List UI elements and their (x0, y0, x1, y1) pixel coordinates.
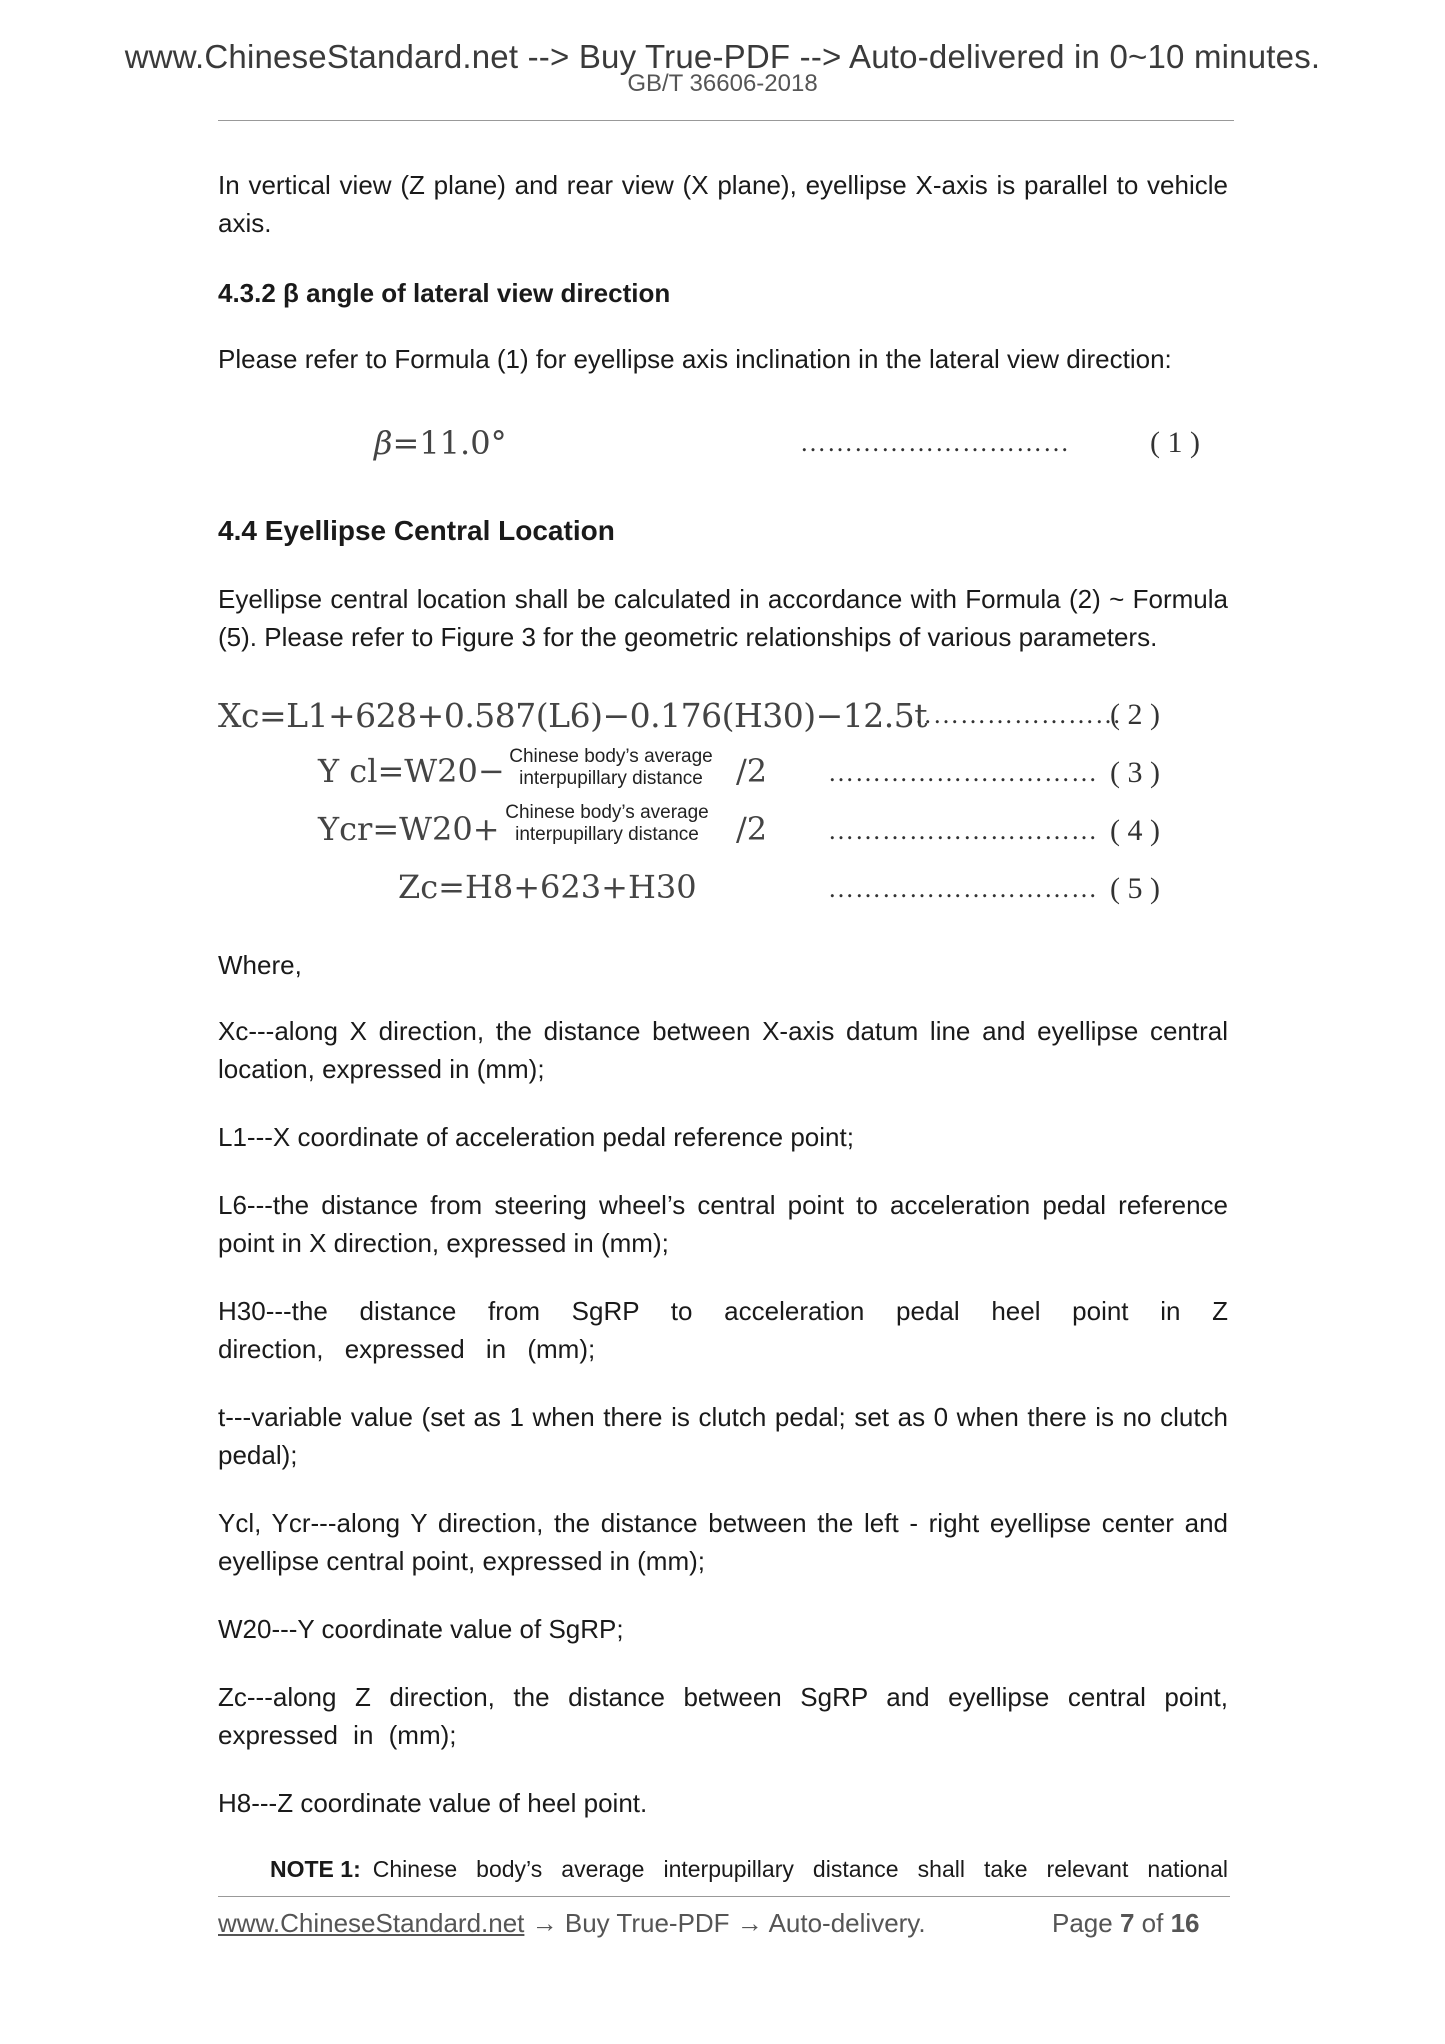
formula-1-leader: ………………………… (800, 428, 1070, 457)
formula-3-annotation-line1: Chinese body’s average (509, 746, 713, 767)
definition-xc: Xc---along X direction, the distance between X-axis datum line and eyellipse central location, expressed in (mm); (218, 1016, 1228, 1084)
note-1 (270, 1850, 1228, 1888)
formula-3-divisor: /2 (736, 752, 768, 790)
note-1-body: Chinese body’s average interpupillary distance shall take relevant national (372, 1856, 1228, 1882)
formula-4-leader: ………………………… (828, 816, 1098, 845)
footer-page-word: Page (1052, 1908, 1113, 1938)
footer-page-total: 16 (1170, 1908, 1200, 1938)
footer-left (218, 1908, 926, 1939)
paragraph-xaxis: In vertical view (Z plane) and rear view (X plane), eyellipse X-axis is parallel to vehicle axis. (218, 170, 1228, 238)
footer-of-word: of (1141, 1908, 1164, 1938)
definition-w20: W20---Y coordinate value of SgRP; (218, 1614, 624, 1644)
formula-1 (374, 424, 507, 462)
footer-site-link[interactable]: www.ChineseStandard.net (218, 1908, 525, 1938)
definition-l6: L6---the distance from steering wheel’s central point to acceleration pedal reference point in X direction, expressed in (mm); (218, 1190, 1228, 1258)
definition-ycl-ycr: Ycl, Ycr---along Y direction, the distance between the left - right eyellipse center and eyellipse central point, expressed in (mm); (218, 1508, 1228, 1576)
formula-4-divisor: /2 (736, 810, 768, 848)
formula-4-annotation-line2: interpupillary distance (515, 824, 699, 845)
footer-page-number: 7 (1119, 1908, 1135, 1938)
definition-l1: L1---X coordinate of acceleration pedal reference point; (218, 1122, 854, 1152)
heading-4-3-2: 4.3.2 β angle of lateral view direction (218, 278, 671, 308)
formula-3-lhs: Y cl=W20− (318, 752, 505, 790)
formula-1-rhs: =11.0° (392, 424, 507, 462)
definition-h8: H8---Z coordinate value of heel point. (218, 1788, 648, 1818)
formula-4-annotation-line1: Chinese body’s average (505, 802, 709, 823)
formula-4-number: ( 4 ) (1110, 814, 1160, 847)
formula-1-number: ( 1 ) (1150, 426, 1200, 459)
formula-2-number: ( 2 ) (1110, 698, 1160, 731)
definition-h30: H30---the distance from SgRP to acceleration pedal heel point in Z direction, expressed in (mm); (218, 1296, 1228, 1364)
formula-3-annotation-line2: interpupillary distance (519, 768, 703, 789)
header-banner: www.ChineseStandard.net --> Buy True-PDF --> Auto-delivered in 0~10 minutes. (124, 38, 1321, 75)
footer-tagline: → Buy True-PDF → Auto-delivery. (524, 1908, 926, 1938)
formula-4-annotation (492, 802, 722, 846)
formula-5: Zc=H8+623+H30 (398, 868, 697, 906)
paragraph-formula1-intro: Please refer to Formula (1) for eyellipse axis inclination in the lateral view direction: (218, 344, 1172, 374)
definition-zc: Zc---along Z direction, the distance between SgRP and eyellipse central point, expressed in (mm); (218, 1682, 1228, 1750)
formula-5-number: ( 5 ) (1110, 872, 1160, 905)
where-label: Where, (218, 950, 302, 980)
paragraph-central-location: Eyellipse central location shall be calculated in accordance with Formula (2) ~ Formula (5). Please refer to Figure 3 for the geometric relationships of various parameters. (218, 584, 1228, 652)
formula-2-leader: …………………… (906, 700, 1122, 729)
formula-3-leader: ………………………… (828, 758, 1098, 787)
standard-number: GB/T 36606-2018 (627, 70, 818, 97)
formula-2: Xc=L1+628+0.587(L6)−0.176(H30)−12.5t (218, 696, 927, 735)
formula-4-lhs: Ycr=W20+ (318, 810, 500, 848)
footer-divider (218, 1896, 1230, 1897)
footer-page-indicator (1052, 1908, 1200, 1939)
heading-4-4: 4.4 Eyellipse Central Location (218, 515, 615, 546)
definition-t: t---variable value (set as 1 when there is clutch pedal; set as 0 when there is no clutch pedal); (218, 1402, 1228, 1470)
note-1-label: NOTE 1: (270, 1856, 361, 1882)
formula-3-number: ( 3 ) (1110, 756, 1160, 789)
note-1-text (373, 1850, 1228, 1888)
header-divider (218, 120, 1234, 121)
formula-1-beta: β (374, 424, 393, 462)
formula-3-annotation (496, 746, 726, 790)
formula-5-leader: ………………………… (828, 874, 1098, 903)
